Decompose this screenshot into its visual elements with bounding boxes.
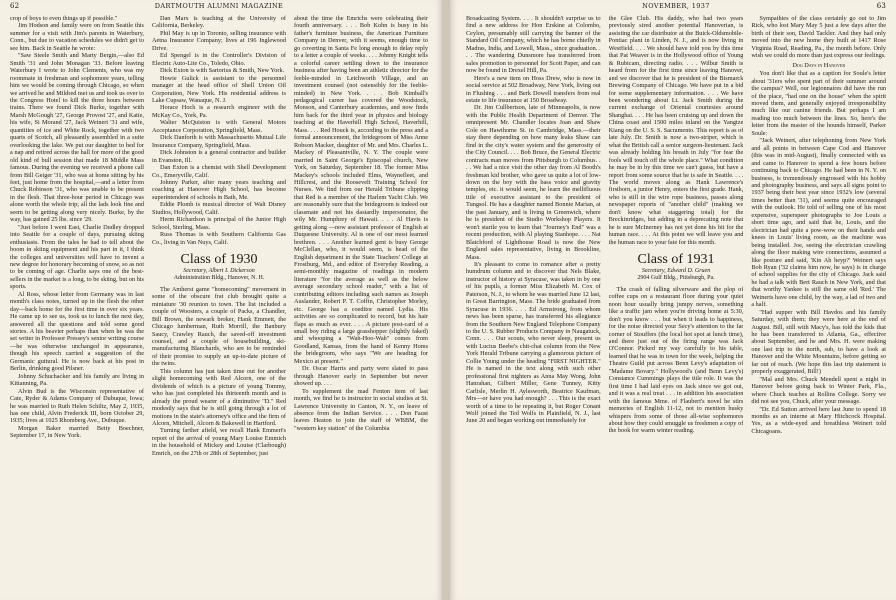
- class-section-heading: [609, 252, 744, 283]
- paragraph: the Glee Club. His daddy, who had two years previously sired another potential Hanoverian, is assisting the car distributor at the Buick-Oldsmobile-Pontiac plant in Linden, N. J., and is now living in Westfield. . . . We should have told you by this time that Pat Weaver is in the Hollywood office of Young & Rubicam, directing radio. . . . Wilbur Smith is heard from for the first time since leaving Hanover, and we discover that he is president of the Bismarck Brewing Company of Chicago. We have put in a bid for some supplementary information. . . . We have been wondering about Lt. Jack Smith during the current exchange of Oriental courtesies around Shanghai. . . . He has been cruising up and down the China coast and 1500 miles inland on the Yangtze Kiang on the U. S. S. Sacramento. This report is as of late July. Dr. Smith is now a two-striper, which is what the British call a senior surgeon-lieutenant. Jack was already holding his breath in July "for fear the fools will touch off the whole place." What condition he may be in by this time we can't guess, but have a report from some source that he is safe in Seattle. . . . The world moves along as Hank Lawrence's firstborn, a junior Henry, enters the first grade. Hank, who is still in the wire rope business, passes along newspaper reports of "another child" (making we don't know what staggering total) for the Breckinridges, but adding in a deprecating note that he is sure McInerney has not yet done his bit for the human race. . . . At this point we will leave you and the human race to your fate for this month.: [608, 15, 744, 246]
- paragraph: Russ Thomas is with Southern California Gas Co., living in Van Nuys, Calif.: [152, 231, 286, 246]
- running-title: DARTMOUTH ALUMNI MAGAZINE: [154, 2, 284, 10]
- paragraph: about the time the Emrichs were celebrating their fourth anniversary. . . . Bob Kohn is busy in his father's furniture business, the American Furniture Company in Denver, with it seems, enough time to go coverting in Santa Fe long enough to delay reply to a letter a couple of weeks. . . . Johnny Knight tells a colorful career settling down to the insurance business after having been an athletic director for the feeble-minded in Letchworth Village, and an investment counsel (not ostensibly for the feeble-minded) in New York. . . . Bob Kimball's pedagogical career has covered the Woodstock, Monson, and Canterbury academies, and now finds him back for the third year in physics and biology teaching at the Haverhill High School, Haverhill, Mass. . . . Red Houck is, according to the press and a formal announcement, the bridegroom of Miss Anne Robson Macker, daughter of Mr. and Mrs. Charles L. Mackey of Pleasantville, N. Y. The couple were married in Saint George's Episcopal church, New York, on Saturday, September 18. The former Miss Mackey's schools included Elms, Waynefleet, and Hillcrest, and the Roosevelt Training School for Nurses. We find from our Herald Tribune clipping that Red is a member of the Harlem Yacht Club. We are reasonably sure that the bridegroom is indeed our classmate and not his dastardly impersonator, the wily Mr. Humphrey of Hawaii. . . . Al Havis is getting along —now assistant professor of English at Duquesne University. Al is one of our most learned brethren. . . . Another learned gent is busy George McClellan, who, it would seem, is head of the English department in the State Teachers' College at Frostburg, Md., and editor of Everyday Reading, a semi-monthly magazine of readings in modern literature "for the average as well as the below average secondary school reader," with a list of contributing editors including such names as Joseph Auslander, Robert P. T. Coffin, Christopher Morley, etc. George has a coeditor named Lydia. His activities are so complicated to record, but his hair flaps as much as ever. . . . A picture post-card of a small boy riding a large grasshopper (slightly faked) and whooping a "Wah-Hoo-Wah" comes from Goodland, Kansas, from the hand of Kenny Homs the bridegroom, who says "We are heading for Mexico at present.": [294, 15, 428, 365]
- paragraph: It's pleasant to come to romance after a pretty humdrum column and to discover that Nels Blake, instructor of history at Syracuse, was taken in by one of his pupils, a former Miss Elizabeth M. Cox of Paterson, N. J., to whom he was married June 12 last, in Great Barrington, Mass. The bride graduated from Syracuse in 1936. . . . Ed Armstrong, from whom news has been sparse, has transferred his allegiance from the Southern New England Telephone Company to the U. S. Rubber Products Company in Naugatuck, Conn. . . . Our scouts, who never sleep, present us with Lucius Beebe's chit-chat column from the New York Herald Tribune carrying a glamorous picture of Collie Young under the heading "FIRST NIGHTER." He is named in the text along with such other professional first nighters as Anna May Wong, John Hanrahan, Gilbert Miller, Gene Tunney, Kitty Carlisle, Merlin H. Aylesworth, Beatrice Kaufman, Mrs—or have you had enough? . . . This is the exact worth of a time to be repeating it, but Roger Conant Wolf joined the Ted Wolfs in Plainfield, N. J., last June 20 and began working out immediately for: [466, 260, 601, 425]
- paragraph: Eddie Plomb is musical director of Walt Disney Studios, Hollywood, Calif.: [152, 201, 286, 216]
- paragraph: "Had supper with Bill Havdos and his family Saturday, with them; they were here at the end of August. Bill, still with Macy's, has told the kids that he has been transferred to Atlanta, Ga., effective about September, and he and Mrs. H. were making one last trip to the north, sub, to have a look at Hanover and the White Mountains, before getting so far out of reach. (We hope this last trip statement is properly exaggerated, Bill!): [751, 308, 887, 376]
- page-number: 62: [10, 2, 20, 10]
- paragraph: Dr. Oscar Harris and party were slated to pass through Hanover early in September but never showed up. . . .: [294, 365, 428, 388]
- paragraph: Dan Marx is teaching at the University of California, Berkeley.: [152, 15, 286, 30]
- left-page-header: [10, 2, 428, 14]
- paragraph: "Mal and Mrs. Chuck Mendell spent a night in Hanover before going back to Winter Park, Fla., where Chuck teaches at Rollins College. Sorry we did not see you, Chuck, after your message.: [751, 375, 887, 406]
- paragraph: Here's a new item on Hoss Drew, who is now in social service at 502 Broadway, New York, living out in Flushing . . . and Berk Dowell transfers from real estate to life insurance at 150 Broadway.: [466, 74, 601, 104]
- paragraph: Dan Exton is a chemist with Shell Development Co., Emeryville, Calif.: [152, 164, 286, 179]
- right-page-columns: [466, 15, 886, 598]
- paragraph: Ed Spengel is in the Controller's Division of Electric Auto-Lite Co., Toledo, Ohio.: [152, 52, 286, 67]
- paragraph: Dr. Jim Cullbertson, late of Minneapolis, is now with the Public Health Department of Denver. The omnipresent Mr. Chandler locates Joan and Shaw Cole on Hawthorne St. in Cambridge, Mass.—their stay there depending on how many leaks Shaw can find in the city's water system and the generosity of the City Council. . . . Bob Bruce, the General Electric contracts man moves from Pittsburgh to Columbus. . . . We had a nice visit the other day from Al Booth's freshman kid brother, who gave us quite a lot of low-down on the boy with the bass voice and gravity temples, etc. it would seem, he learn the mellifluous title of executive assistant to the president of Tungsol. He has a daughter named Bonnie Marian, at the past January, and is living in Greenwich, where he is president of the Studio Workshop Players. It won't startle you to learn that "Journey's End" was a recent production, with Al playing Stanhope. . . . Nat Blatchford of Lighthouse Road is now the New England sales representative, living in Brookline, Mass.: [466, 104, 601, 261]
- class-secretary-address: 2904 Gulf Bldg., Pittsburgh, Pa.: [637, 275, 715, 282]
- class-title: Class of 1931: [637, 252, 715, 268]
- left-page: [0, 0, 442, 600]
- left-page-columns: [10, 15, 428, 598]
- paragraph: This column has just taken time out for another slight homecoming with Red Alcorn, one of the dividends of which is a picture of young Tommy, who has just completed his thirteenth month and is already the proud wearer of a diminutive "D." Red modestly says that he is still going through a lot of motions in the state's attorney's office and the firm of Alcorn, Mitchell, Alcorn & Bakewell in Hartford.: [152, 367, 286, 428]
- paragraph: Morgan Baker married Betty Boechner, September 17, in New York.: [10, 424, 144, 440]
- paragraph: To supplement the mad Fenton item of last month, we find he is instructor in social studies at St. Lawrence University in Canton, N. Y., on leave of absence from the Indian Service. . . . Don Faust leaves Heaton to join the staff of WBBM, the "western key station" of the Columbia: [294, 387, 428, 432]
- class-title: Class of 1930: [180, 252, 258, 268]
- right-page: [450, 0, 896, 600]
- subheading: Dog Days in Hanover: [792, 61, 846, 69]
- class-secretary: Secretary, Albert I. Dickerson: [183, 268, 255, 275]
- running-title: NOVEMBER, 1937: [642, 2, 710, 10]
- class-secretary-address: Administration Bldg., Hanover, N. H.: [173, 275, 265, 282]
- paragraph: Dick Johnston is a general contractor and builder in Evanston, Ill.: [152, 149, 286, 164]
- paragraph: Al Ross, whose letter from Germany was in last month's class notes, turned up in the flesh the other day—back home for the first time in over six years. He came up to see us, took us to lunch the next day, answered all the questions and told some good stories. A his beavier perhaps than when he was the set writer in Professor Pressey's senior writing course—he was otherwise unchanged in appearance, though his speech carried a suggestion of the Germanic guttural. He is now back at his post in Berlin, drinking good Pilsner.: [10, 290, 144, 373]
- column-2: [152, 15, 286, 598]
- paragraph: "Dr. Ed Sutton arrived here last June to spend 18 months as an interne at Mary Hitchcock Hospital. Yes, as a wide-eyed and breathless Weinert told Chicagoans.: [751, 405, 887, 435]
- paragraph: The Amherst game "homecoming" movement in some of the obscure frat club brought quite a miniature '30 reunion to town. The list included a couple of Woosters, a couple of Packs, a Chandler, Bill Brown, the newark broker, Hank Emmett, the Chicago lumberman, Ruth Morrill, the Banbury Saucy, Crawley Rauch, the saved-off investment counsel, and a couple of housebuilding, ski-manufacturing Blanchards, who are to be reminded of their promise to supply an up-to-date picture of the twins.: [152, 285, 286, 368]
- page-number: 63: [876, 2, 886, 10]
- paragraph: Phil May is up in Toronto, selling insurance with Aetna Insurance Company; lives at 196 Inglewood Drive.: [152, 29, 286, 52]
- column-3: [294, 15, 428, 598]
- paragraph: Johnny Parker, after many years teaching and coaching at Hanover High School, has become superintendent of schools in Bath, Me.: [152, 178, 286, 201]
- class-secretary: Secretary, Edward D. Gruen: [641, 268, 711, 275]
- right-page-header: [466, 2, 886, 14]
- column-1: [10, 15, 144, 598]
- page-gutter: [442, 0, 450, 600]
- paragraph: "Saw Steele Smith and Marty Bergin,—also Ed Smith '31 and John Monagan '33. Before leaving Waterbury I wrote to John Clements, who was my roommate in freshman and sophomore years, telling him we would be coming through Chicago, so when we arrived he and Mildred met us and took us over to the Congress Hotel to kill the three hours between trains. There we found Dick Burke, together with Marsh McGough '27, George Provost '27, and Katie, his wife, Si Morand '27, Jack Weinert '31 and wife, quantities of ice and White Rock, together with two quarts of Scotch, all pleasantly assembled in a suite overlooking the lake. We put our daughter to bed for a nap and retired across the hall for more of the good old kind of bull session that made 18 Middle Mass famous. During the evening we received a phone call from Bill Geiger '31, who was at home sitting by his feet, just home from the hospital,—and a letter from Chuck Robinson '31, who was unable to be present in the flesh. That three-hour period in Chicago was alone worth the whole trip; all the lads look fine and seem to be getting along very nicely. Burke, by the way, has gained 25 lbs. since '29.: [10, 52, 144, 224]
- paragraph: Horace Hoch is a research engineer with the McKay Co., York, Pa.: [152, 104, 286, 119]
- paragraph: Johnny Schuchacker and his family are living in Kittanning, Pa.: [10, 372, 144, 388]
- paragraph: Walter McQuiston is with General Motors Acceptance Corporation, Springfield, Mass.: [152, 119, 286, 134]
- column-1: [466, 15, 601, 598]
- paragraph: Herm Richardson is principal of the Junior High School, Sterling, Mass.: [152, 216, 286, 231]
- paragraph: "Jack Weinert, after telephoning from New York and all points in between Cape Cod and Hanover (this was in mid-August), finally connected with us and came to Hanover to spend a few hours before continuing back to Chicago. He had been in N. Y. on business, is tremendously engrossed with his hobby and photography business, and says all signs point to 1937 being their best year since 1932's low (several times better than '31), and seems quite encouraged with the outlook. He told of selling one of his most expensive, superspeer photographs to Joe Louis a short time ago, and said that he, Louis, and the electrician had quite a pow-wow on their hands and knees in Louis' living room, as the machine was being installed. Joe, seeing the electrician crawling along the floor making wire connections, assumed a like posture and said, 'Kin Ah heyp?' Weinert says Bob Ryan ('32 claims him now, he says) is in charge of school supplies for the city of Chicago. Jack said he had a talk with Bert Rauch in New York, and that that worthy Yankee is still the same old 'Red.' The Weinerts have one child, by the way, a lad of two and a half.: [751, 137, 887, 309]
- paragraph: Howie Gulick is assistant to the personnel manager at the head office of Shell Union Oil Corporation, New York. His residential address is Lake Cupsaw, Wanaque, N. J.: [152, 74, 286, 104]
- column-2: [609, 15, 744, 598]
- paragraph: crop of boys to even things up if possible.": [10, 15, 118, 22]
- paragraph: Sympathies of the class certainly go out to Jim Rick, who lost Mary May 5 just a few days after the birth of their son, David Tackler. And they had only moved into the new home they built at 1417 Rose Virginia Road, Reading, Pa., the month before. Only wish we could do more than just express our feelings.: [751, 15, 887, 60]
- column-3: [751, 15, 886, 598]
- paragraph: Broadcasting System. . . . It shouldn't surprise us to find a new address for Hon Erskine at Colombo, Ceylon, presumably still carrying the banner of the Standard Oil Company, which he has borne chiefly in Madras, India, and Lowell, Mass., since graduation. . . . The wandering Dunsmore has transferred from sales promotion to personnel for Scott Paper, and can now be found in Drexel Hill, Pa.: [466, 15, 601, 75]
- paragraph: The crash of falling silverware and the plop of coffee cups on a restaurant floor during your quiet noon hour usually bring jumpy nerves, something like a traffic jam when you're driving home at 5:30, don't you know . . . but when it leads to happiness, for the noise directed your Secy's attention to the far corner of Stouffers (the local hot spot at lunch time), and there just out of the firing range was Jack O'Connor. Picked my way carefully to his table, learned that he was in town for the week, helping the Theatre Guild put across Benn Levy's adaptation of "Madame Bovary." Hollywood's (and Benn Levy's) Constance Cummings plays the title role. It was the first time I had laid eyes on Jack since we got out, and it was a real treat . . . in addition his association with the famous Mme. of Flaubert's novel he stirs memories of English 11-12, not to mention husky whispers from some of those all-wise sophomores about how they could smuggle us freshmen a copy of the book for warm winter reading.: [608, 285, 744, 435]
- paragraph: Jim Hodson and family were on from Seattle this summer for a visit with Jim's parents in Waterbury, Conn., but due to vacation schedules we didn't get to see him. Back in Seattle he wrote:: [10, 22, 144, 52]
- paragraph: Alvin Bud is the Wisconsin representative of Cate, Ryder & Adams Company of Dubuque, Iowa; he was married to Ruth Helen Schiltz, May 2, 1935, has one child, Alvin Frederick III, born October 29, 1935; lives at 1025 Rhomberg Ave., Dubuque.: [10, 387, 144, 425]
- paragraph: "Just before I went East, Charlie Dudley dropped into Seattle for a couple of days, pursuing skiing enthusiasts. From the tales he had to tell about the boom in skiing equipment and his part in it, I think the colleges and universities will have to invent a new degree for honorary becoming of snow, so as not to be coming of age. Charlie says one of the best-sellers in the market is a long, to be skiing, but on his sports.: [10, 223, 144, 291]
- paragraph: Dick Exton is with Sartorius & Smith, New York.: [160, 67, 285, 75]
- paragraph: Dick Danforth is with Massachusetts Mutual Life Insurance Company, Springfield, Mass.: [152, 134, 286, 149]
- paragraph: Turning farther afield, we recall Hank Emmert's report of the arrival of young Mary Louise Emmich in the household of Mickey and Louise (Clarbough) Emrich, on the 27th or 28th of September, just: [152, 427, 286, 457]
- paragraph: You don't like that as a caption for Soule's letter about '31ers who spent part of their summer around the campus? Well, our legionnaires did have the run of the place, "had one on the house" when the spirit moved them, and generally enjoyed irresponsibility much like our canine friends. But perhaps I am reading too much between the lines. So, here's the letter from the master of the hounds himself, Parker Soule:: [751, 70, 887, 137]
- class-section-heading: [152, 252, 286, 283]
